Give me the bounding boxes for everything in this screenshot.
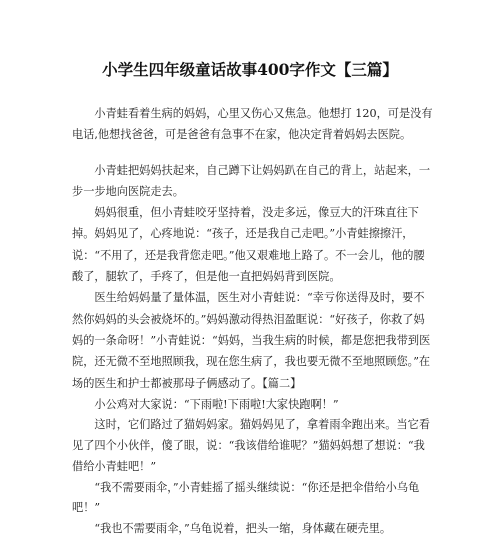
paragraph-4: 医生给妈妈量了量体温，医生对小青蛙说：“幸亏你送得及时，要不然你妈妈的头会被烧坏的。”妈妈激动得热泪盈眶说：“好孩子，你救了妈妈的一条命呀！”小青蛙说：“妈妈，当我生病的时候，都是您把我带到医院，还无微不至地照顾我，现在您生病了，我也要无微不至地照顾您。”在场的医生和护士都被那母子俩感动了。【篇二】 <box>72 291 431 390</box>
document-title: 小学生四年级童话故事400字作文【三篇】 <box>102 60 398 79</box>
document-body <box>72 103 434 540</box>
paragraph-5: 小公鸡对大家说：“下雨啦!下雨啦!大家快跑啊！” <box>94 397 339 411</box>
paragraph-7: “我不需要雨伞，”小青蛙摇了摇头继续说：“你还是把伞借给小乌龟吧！” <box>72 480 420 515</box>
paragraph-1: 小青蛙看着生病的妈妈，心里又伤心又焦急。他想打 120，可是没有电话,他想找爸爸，可是爸爸有急事不在家，他决定背着妈妈去医院。 <box>72 107 433 142</box>
paragraph-6: 这时，它们路过了猫妈妈家。猫妈妈见了，拿着雨伞跑出来。当它看见了四个小伙伴，傻了眼，说：“我该借给谁呢？”猫妈妈想了想说：“我借给小青蛙吧！” <box>72 418 431 473</box>
paragraph-gap <box>72 146 434 160</box>
paragraph-3: 妈妈很重，但小青蛙咬牙坚持着，没走多远，像豆大的汗珠直往下掉。妈妈见了，心疼地说：“孩子，还是我自己走吧。”小青蛙擦擦汗，说：“不用了，还是我背您走吧。”他又艰难地上路了。不一会儿，他的腰酸了，腿软了，手疼了，但是他一直把妈妈背到医院。 <box>72 206 425 284</box>
paragraph-2: 小青蛙把妈妈扶起来，自己蹲下让妈妈趴在自己的背上，站起来，一步一步地向医院走去。 <box>72 163 431 198</box>
paragraph-8: “我也不需要雨伞，”乌龟说着，把头一缩，身体藏在硬壳里。 <box>94 522 392 536</box>
